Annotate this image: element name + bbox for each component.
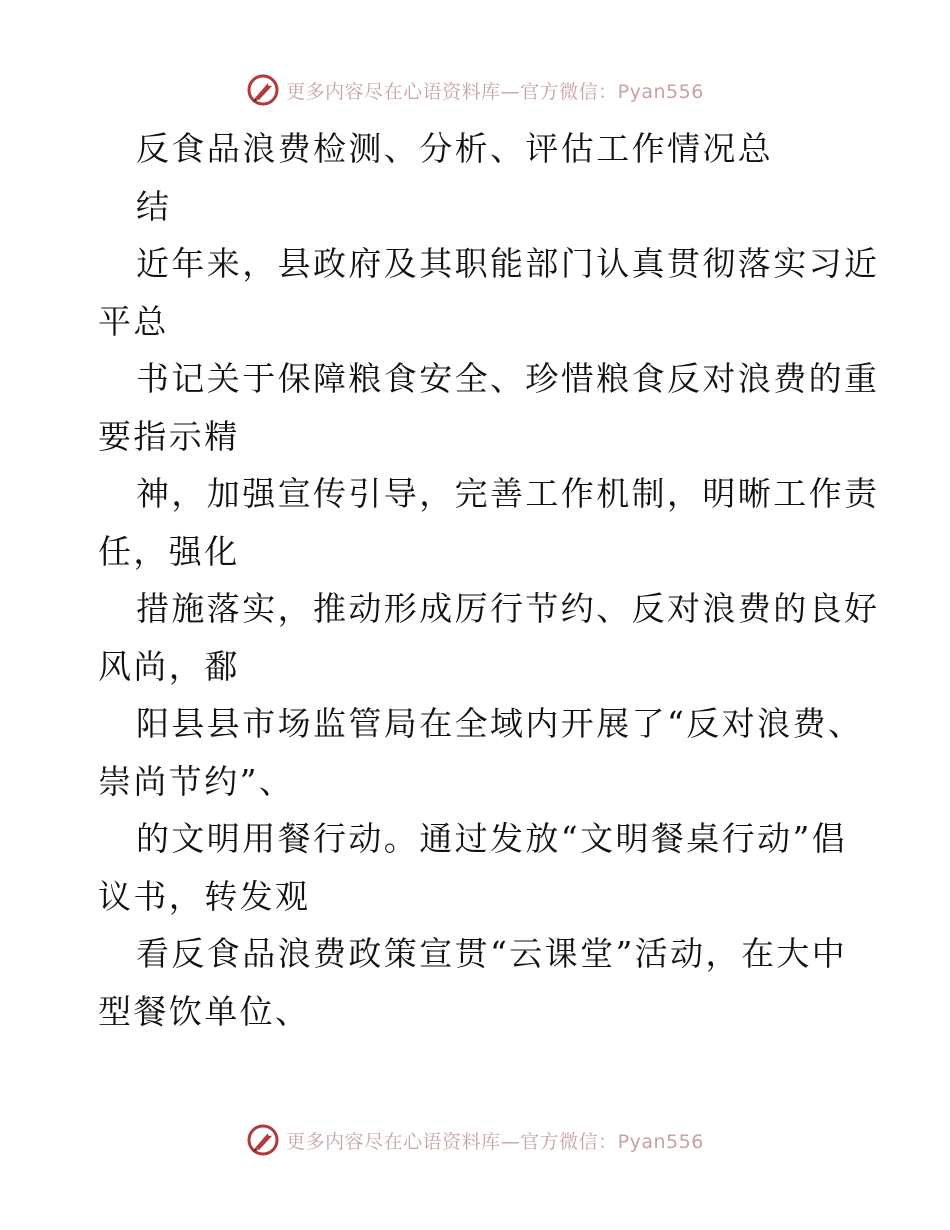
doc-line: 型餐饮单位、 — [98, 991, 311, 1031]
pen-logo-icon — [246, 1123, 280, 1157]
doc-line: 看反食品浪费政策宣贯“云课堂”活动，在大中 — [136, 934, 848, 973]
doc-line: 平总 — [98, 301, 169, 341]
pen-logo-icon — [246, 73, 280, 107]
doc-line: 结 — [136, 186, 172, 226]
doc-line: 的文明用餐行动。通过发放“文明餐桌行动”倡 — [136, 819, 848, 858]
document-body — [98, 120, 880, 1040]
footer-banner — [0, 1120, 950, 1160]
footer-banner-text: 更多内容尽在心语资料库—官方微信：Pyan556 — [286, 1130, 704, 1153]
doc-line: 阳县县市场监管局在全域内开展了“反对浪费、 — [136, 704, 864, 743]
doc-line: 任，强化 — [98, 531, 240, 571]
doc-line: 反食品浪费检测、分析、评估工作情况总 — [136, 129, 774, 168]
doc-line: 议书，转发观 — [98, 876, 311, 916]
doc-line: 崇尚节约”、 — [98, 761, 295, 801]
header-banner-text: 更多内容尽在心语资料库—官方微信：Pyan556 — [286, 80, 704, 103]
doc-line: 要指示精 — [98, 416, 240, 456]
doc-line: 措施落实，推动形成厉行节约、反对浪费的良好 — [136, 589, 880, 628]
doc-line: 风尚，鄱 — [98, 646, 240, 686]
doc-line: 书记关于保障粮食安全、珍惜粮食反对浪费的重 — [136, 359, 880, 398]
header-banner — [0, 70, 950, 110]
doc-line: 神，加强宣传引导，完善工作机制，明晰工作责 — [136, 474, 880, 513]
doc-line: 近年来，县政府及其职能部门认真贯彻落实习近 — [136, 244, 880, 283]
